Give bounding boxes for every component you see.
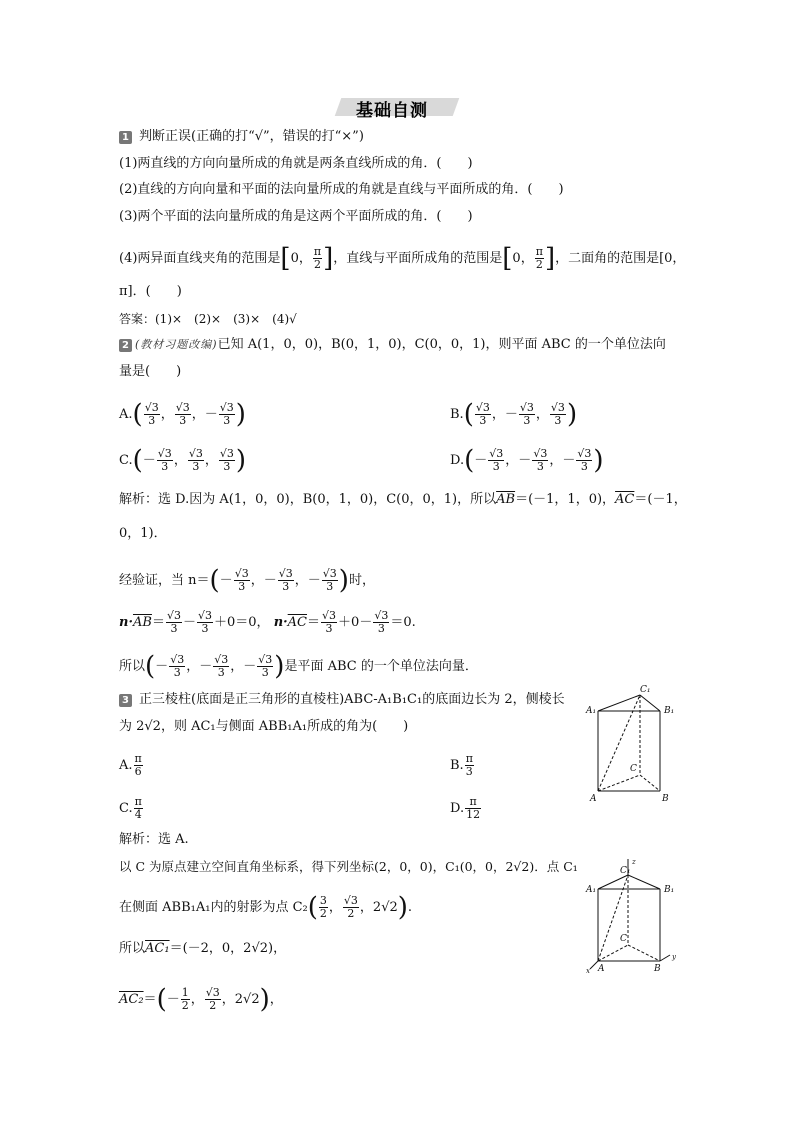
- edge-c1b1: [640, 695, 660, 711]
- q1-item-4-text-e: ，二面角的范围是[0，: [555, 251, 686, 266]
- q1-item-4-text-b: 0，: [290, 251, 312, 266]
- q2-stem-line-1: [135, 336, 666, 354]
- label-z: z: [632, 858, 636, 866]
- pi-over-2-fraction: $\frac{\pi}{2}$: [535, 245, 543, 271]
- q3-solution-line-3: 在侧面 ABB₁A₁内的射影为点 C₂( $\frac{3}{2}$ ， $\frac{√3}{2}$ ，2√2).: [119, 892, 413, 923]
- q2-stem-line-2: 量是( ): [119, 364, 182, 379]
- label-b1: B₁: [664, 706, 675, 716]
- vector-ac2: AC₂: [119, 992, 144, 1007]
- q1-stem: 判断正误(正确的打“√”，错误的打“×”): [139, 129, 364, 144]
- q1-item-3: (3)两个平面的法向量所成的角是这两个平面所成的角．( ): [119, 209, 473, 224]
- label-a: A: [590, 794, 597, 804]
- q1-item-4-text-d: 0，: [512, 251, 534, 266]
- q3-stem-line-2: 为 2√2，则 AC₁与侧面 ABB₁A₁所成的角为( ): [119, 719, 409, 734]
- prism-axes-figure: [584, 855, 684, 975]
- label-b: B: [662, 794, 669, 804]
- label-a: A: [598, 964, 605, 974]
- label-a1: A₁: [586, 706, 597, 716]
- prism-figure: [584, 685, 684, 805]
- q2-solution-line-4: $n\cdot\overline{AB}=$ $\frac{√3}{3}$ － $\frac{√3}{3}$ ＋0＝0， $n\cdot\overline{AC}=$ $\frac{√3}{3}$ ＋0－ $\frac{√3}{3}$ ＝0.: [119, 609, 416, 635]
- edge-ac: [598, 775, 640, 791]
- edge-ac1: [598, 695, 640, 791]
- label-x: x: [586, 967, 590, 975]
- q2-solution-line-3: 经验证，当 n＝(－ $\frac{√3}{3}$ ，－ $\frac{√3}{3}$ ，－ $\frac{√3}{3}$ )时，: [119, 565, 375, 596]
- q3-option-c: C. $\frac{\pi}{4}$: [119, 795, 142, 821]
- q3-solution-line-5: AC₂＝(－ $\frac{1}{2}$ ， $\frac{√3}{2}$ ，2√2)，: [119, 984, 283, 1015]
- q2-option-b: B.( $\frac{√3}{3}$ ，－ $\frac{√3}{3}$ ， $\frac{√3}{3}$ ): [450, 399, 578, 430]
- question-number-3: 3: [119, 694, 132, 707]
- y-axis: [660, 955, 670, 961]
- section-banner: [338, 95, 456, 119]
- question-number-1: 1: [119, 131, 132, 144]
- vector-ac1: AC₁: [145, 941, 170, 956]
- q3-solution-line-4: 所以AC₁＝(－2，0，2√2)，: [119, 941, 287, 956]
- label-b: B: [654, 964, 661, 974]
- label-b1: B₁: [664, 885, 675, 895]
- q1-item-4-text-c: ，直线与平面所成角的范围是: [333, 251, 503, 266]
- label-c1: C₁: [620, 866, 631, 876]
- q1-item-4-end: π]．( ): [119, 284, 182, 299]
- label-c1: C₁: [640, 685, 651, 695]
- pi-over-2-fraction: $\frac{\pi}{2}$: [313, 245, 322, 271]
- edge-cb: [628, 945, 660, 961]
- q2-solution-line-5: 所以(－ $\frac{√3}{3}$ ，－ $\frac{√3}{3}$ ，－ $\frac{√3}{3}$ )是平面 ABC 的一个单位法向量．: [119, 651, 478, 682]
- vector-ab: $\overline{AB}$: [496, 492, 516, 507]
- label-c: C: [630, 764, 637, 774]
- edge-c1b1: [628, 875, 660, 889]
- label-a1: A₁: [586, 885, 597, 895]
- q2-solution-line-2: 0，1)．: [119, 526, 167, 541]
- label-c: C: [620, 934, 627, 944]
- q3-option-a: A. $\frac{\pi}{6}$: [119, 752, 142, 778]
- q1-item-2: (2)直线的方向向量和平面的法向量所成的角就是直线与平面所成的角．( ): [119, 182, 564, 197]
- q3-option-b: B. $\frac{\pi}{3}$: [450, 752, 473, 778]
- edge-a1c1: [598, 695, 640, 711]
- banner-title: 基础自测: [356, 101, 428, 121]
- edge-a1c1: [598, 875, 628, 889]
- q1-item-1: (1)两直线的方向向量所成的角就是两条直线所成的角．( ): [119, 156, 473, 171]
- vector-ac: $\overline{AC}$: [615, 492, 635, 507]
- q3-option-d: D. $\frac{\pi}{12}$: [450, 795, 481, 821]
- label-y: y: [672, 953, 676, 961]
- q2-solution-line-1: 解析：选 D.因为 A(1，0，0)，B(0，1，0)，C(0，0，1)，所以$\overline{AB}=(-1$，1，0)，$\overline{AC}=(-1$，: [119, 492, 687, 507]
- edge-cb: [640, 775, 660, 791]
- q2-option-a: A.( $\frac{√3}{3}$ ， $\frac{√3}{3}$ ，－ $\frac{√3}{3}$ ): [119, 399, 246, 430]
- q1-item-4-text-a: (4)两异面直线夹角的范围是: [119, 251, 281, 266]
- edge-ac1: [598, 875, 628, 961]
- q2-tag: (教材习题改编): [135, 338, 218, 351]
- q2-option-c: C.(－ $\frac{√3}{3}$ ， $\frac{√3}{3}$ ， $\frac{√3}{3}$ ): [119, 445, 247, 476]
- q3-solution-line-2: 以 C 为原点建立空间直角坐标系，得下列坐标(2，0，0)，C₁(0，0，2√2)．点 C₁: [119, 859, 578, 874]
- q3-stem-line-1: 正三棱柱(底面是正三角形的直棱柱)ABC-A₁B₁C₁的底面边长为 2，侧棱长: [139, 692, 565, 707]
- q2-stem-text: 已知 A(1，0，0)，B(0，1，0)，C(0，0，1)，则平面 ABC 的一个单位法向: [217, 337, 666, 352]
- q3-solution-line-1: 解析：选 A.: [119, 832, 189, 847]
- edge-ac: [598, 945, 628, 961]
- x-axis: [590, 961, 598, 969]
- q2-option-d: D.(－ $\frac{√3}{3}$ ，－ $\frac{√3}{3}$ ，－ $\frac{√3}{3}$ ): [450, 445, 604, 476]
- question-number-2: 2: [119, 339, 132, 352]
- q1-item-4: (4)两异面直线夹角的范围是[0， $\frac{\pi}{2}$ ]，直线与平面所成角的范围是[0， $\frac{\pi}{2}$ ]，二面角的范围是[0，: [119, 243, 686, 274]
- q1-answer: 答案：(1)× (2)× (3)× (4)√: [119, 312, 297, 326]
